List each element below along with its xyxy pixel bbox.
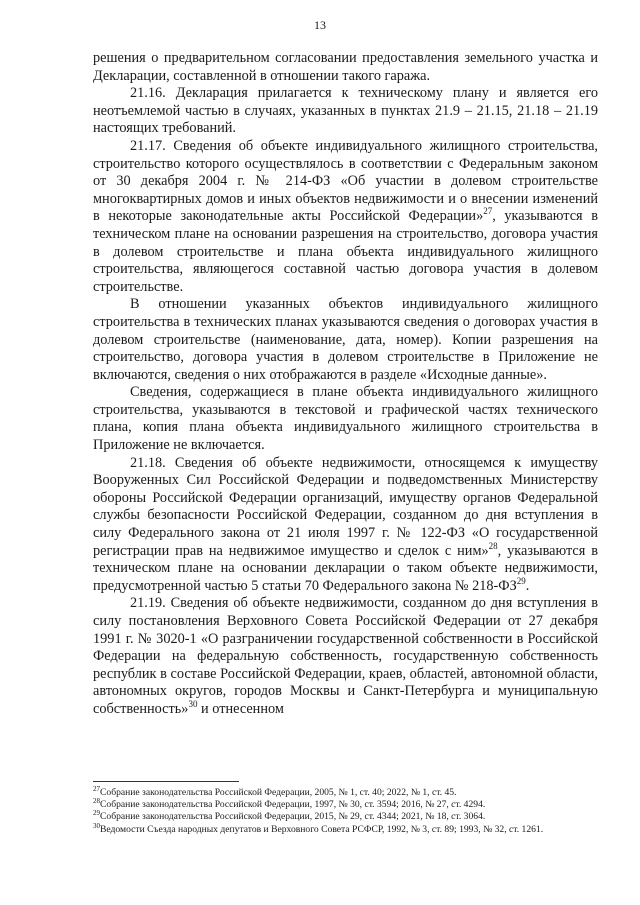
paragraph-p1 (93, 50, 598, 85)
paragraph-text: , указываются в техническом плане на основании декларации о таком объекте недвижимости, предусмотренной частью 5 статьи 70 Федерального закона № 218-ФЗ (93, 542, 598, 594)
footnote-text: Собрание законодательства Российской Федерации, 2005, № 1, ст. 40; 2022, № 1, ст. 45. (100, 787, 457, 798)
paragraph-p3 (93, 138, 598, 296)
footnote-text: Собрание законодательства Российской Федерации, 2015, № 29, ст. 4344; 2021, № 18, ст. 3064. (100, 811, 486, 823)
footnote-text: Собрание законодательства Российской Федерации, 1997, № 30, ст. 3594; 2016, № 27, ст. 4294. (100, 799, 486, 811)
footnote-reference: 30 (188, 699, 198, 710)
footnote-reference: 27 (483, 206, 493, 217)
footnote-number: 30 (93, 821, 100, 830)
paragraph-p6 (93, 455, 598, 596)
body-text (93, 50, 598, 719)
page-number: 13 (314, 18, 326, 32)
footnote-reference: 29 (516, 576, 526, 587)
paragraph-p4 (93, 296, 598, 384)
footnote-30 (93, 821, 598, 836)
footnote-number: 28 (93, 797, 100, 806)
paragraph-text: , указываются в техническом плане на основании разрешения на строительство, договора участия в долевом строительстве и плана объекта индивидуального жилищного строительства, являющегося составной частью договора участия в долевом строительстве. (93, 208, 598, 295)
paragraph-p7 (93, 595, 598, 718)
paragraph-text: В отношении указанных объектов индивидуального жилищного строительства в технических планах указываются сведения о договорах участия в долевом строительстве (наименование, дата, номер). Копии разрешения на строительство, договора участия в долевом строительстве в Приложение не включаются, сведения о них отображаются в разделе «Исходные данные». (93, 296, 598, 383)
footnote-number: 29 (93, 809, 100, 818)
paragraph-p5 (93, 384, 598, 454)
paragraph-text: 21.16. Декларация прилагается к техническому плану и является его неотъемлемой частью в случаях, указанных в пунктах 21.9 – 21.15, 21.18 – 21.19 настоящих требований. (93, 85, 598, 137)
paragraph-text: Сведения, содержащиеся в плане объекта индивидуального жилищного строительства, указываются в текстовой и графической частях технического плана, копия плана объекта индивидуального жилищного строительства в Приложение не включается. (93, 384, 598, 454)
footnote-text: Ведомости Съезда народных депутатов и Верховного Совета РСФСР, 1992, № 3, ст. 89; 1993, № 32, ст. 1261. (100, 823, 544, 835)
footnote-separator (93, 781, 239, 782)
footnote-number: 27 (93, 784, 100, 793)
footnote-29 (93, 811, 598, 823)
paragraph-text: 21.17. Сведения об объекте индивидуального жилищного строительства, строительство которого осуществлялось в соответствии с Федеральным законом от 30 декабря 2004 г. № 214-ФЗ «Об участии в долевом строительстве многоквартирных домов и иных объектов недвижимости и о внесении изменений в некоторые законодательные акты Российской Федерации» (93, 137, 598, 225)
paragraph-text: решения о предварительном согласовании предоставления земельного участка и Декларации, составленной в отношении такого гаража. (93, 50, 598, 84)
paragraph-text: . (525, 577, 530, 594)
paragraph-text: и отнесенном (197, 700, 284, 717)
paragraph-text: 21.19. Сведения об объекте недвижимости, созданном до дня вступления в силу постановления Верховного Совета Российской Федерации от 27 декабря 1991 г. № 3020-1 «О разграничении государственной собственности в Российской Федерации на федеральную собственность, государственную собственность республик в составе Российской Федерации, краев, областей, автономной области, автономных округов, городов Москвы и Санкт-Петербурга и муниципальную собственность» (93, 595, 598, 717)
paragraph-text: 21.18. Сведения об объекте недвижимости, относящемся к имуществу Вооруженных Сил Российской Федерации и подведомственных Министерству обороны Российской Федерации организаций, имуществу органов Федеральной службы безопасности Российской Федерации, созданном до дня вступления в силу Федерального закона от 21 июля 1997 г. № 122-ФЗ «О государственной регистрации прав на недвижимое имущество и сделок с ним» (93, 454, 598, 559)
footnotes (93, 784, 598, 836)
paragraph-p2 (93, 85, 598, 138)
footnote-27 (93, 784, 598, 799)
footnote-reference: 28 (488, 540, 498, 551)
footnote-28 (93, 799, 598, 811)
